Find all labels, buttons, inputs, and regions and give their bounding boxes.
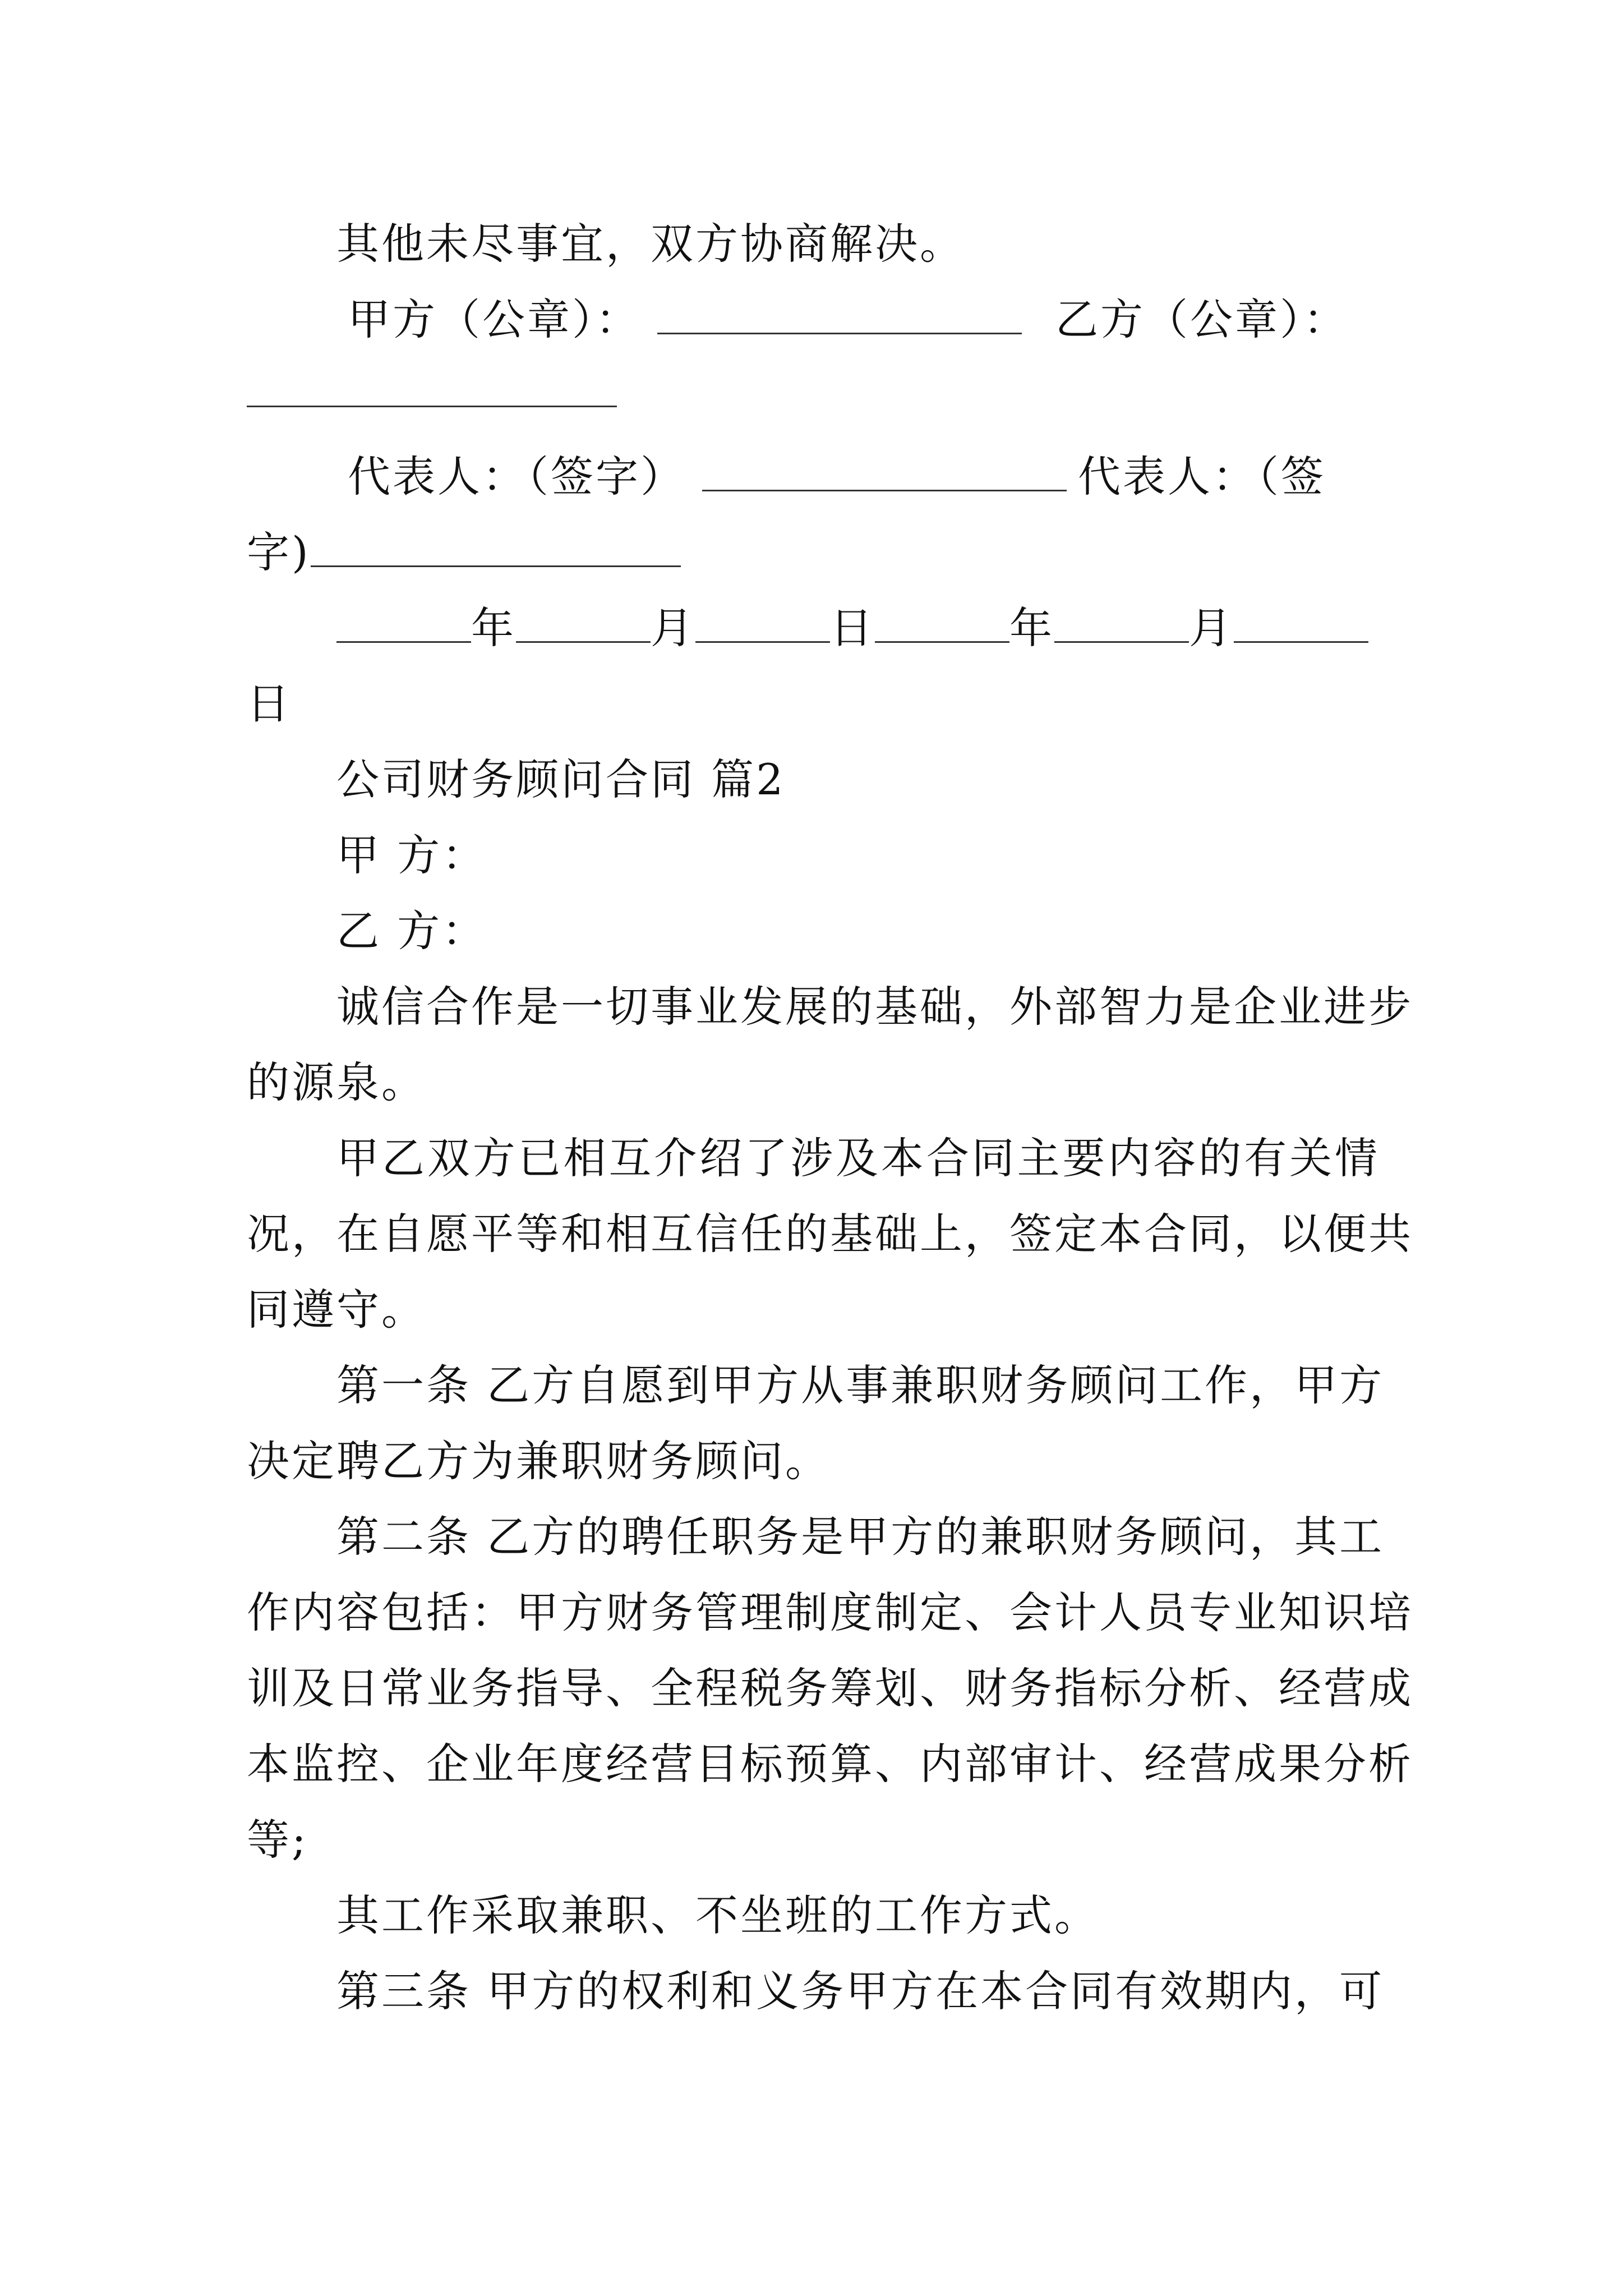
month-b-blank	[1054, 602, 1189, 643]
seal-line	[348, 292, 1348, 348]
section-title: 公司财务顾问合同 篇2	[336, 754, 786, 804]
party-b-seal-blank-line	[247, 365, 617, 421]
month-a-label: 月	[651, 603, 695, 653]
paragraph-line: 第二条 乙方的聘任职务是甲方的兼职财务顾问，其工	[336, 1512, 1385, 1562]
paragraph-line: 的源泉。	[247, 1057, 426, 1107]
month-a-blank	[516, 602, 651, 643]
year-b-blank	[875, 602, 1009, 643]
representative-line-cont	[247, 524, 681, 581]
rep-b-blank	[311, 526, 681, 567]
party-b-line: 乙 方：	[336, 906, 487, 956]
closing-clause: 其他未尽事宜，双方协商解决。	[336, 219, 965, 269]
rep-a-label: 代表人：（签字）	[348, 452, 685, 501]
paragraph-line: 作内容包括：甲方财务管理制度制定、会计人员专业知识培	[247, 1588, 1413, 1637]
party-a-line: 甲 方：	[336, 830, 487, 880]
paragraph-line: 等;	[247, 1815, 308, 1865]
paragraph-line: 本监控、企业年度经营目标预算、内部审计、经营成果分析	[247, 1739, 1413, 1789]
rep-a-blank	[702, 450, 1067, 491]
paragraph-line: 同遵守。	[247, 1285, 426, 1335]
date-day-wrap: 日	[247, 679, 292, 729]
representative-line	[348, 449, 1326, 505]
day-a-blank	[695, 602, 830, 643]
day-a-label: 日	[830, 603, 875, 653]
party-b-seal-blank	[247, 366, 617, 407]
year-a-blank	[336, 602, 471, 643]
year-b-label: 年	[1009, 603, 1054, 653]
paragraph-line: 其工作采取兼职、不坐班的工作方式。	[336, 1890, 1099, 1940]
month-b-label: 月	[1189, 603, 1234, 653]
rep-b-label-cont: 字)	[247, 527, 311, 577]
paragraph-line: 决定聘乙方为兼职财务顾问。	[247, 1436, 830, 1486]
paragraph-line: 诚信合作是一切事业发展的基础，外部智力是企业进步	[336, 982, 1413, 1032]
paragraph-line: 甲乙双方已相互介绍了涉及本合同主要内容的有关情	[336, 1133, 1380, 1183]
paragraph-line: 第一条 乙方自愿到甲方从事兼职财务顾问工作，甲方	[336, 1360, 1385, 1410]
paragraph-line: 训及日常业务指导、全程税务筹划、财务指标分析、经营成	[247, 1663, 1413, 1713]
party-b-seal-label: 乙方（公章）：	[1055, 295, 1348, 344]
party-a-seal-blank	[657, 293, 1022, 334]
day-b-blank	[1234, 602, 1368, 643]
paragraph-line: 第三条 甲方的权利和义务甲方在本合同有效期内，可	[336, 1966, 1385, 2016]
rep-b-label: 代表人：（签	[1078, 452, 1326, 501]
paragraph-line: 况，在自愿平等和相互信任的基础上，签定本合同，以便共	[247, 1209, 1413, 1259]
year-a-label: 年	[471, 603, 516, 653]
party-a-seal-label: 甲方（公章）：	[348, 295, 640, 344]
date-line	[336, 600, 1368, 656]
